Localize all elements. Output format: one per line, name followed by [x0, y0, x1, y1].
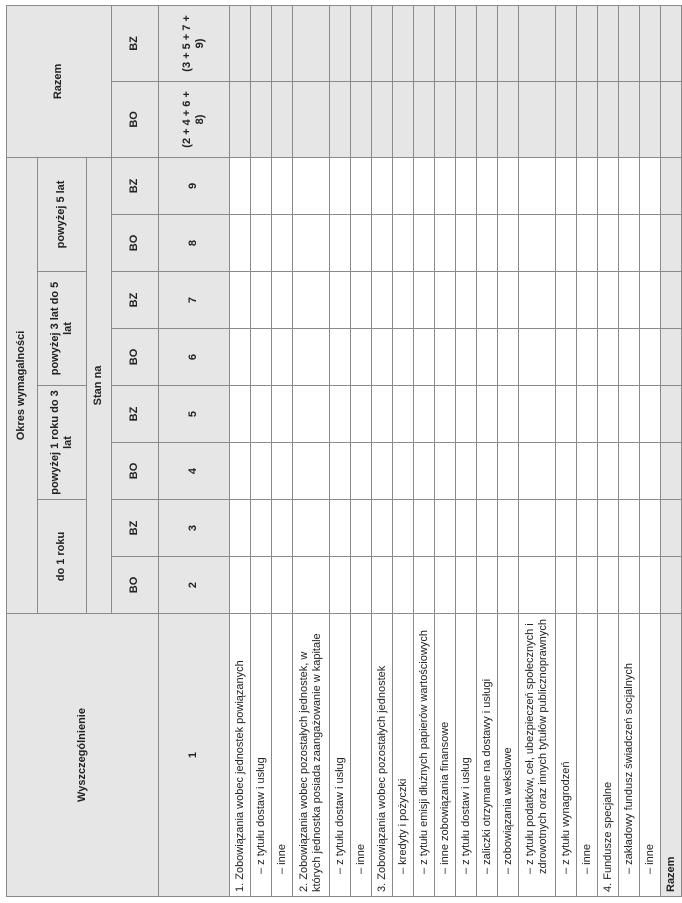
value-cell: [456, 329, 477, 386]
value-cell: [393, 557, 414, 614]
row-label: – z tytułu dostaw i usług: [251, 614, 272, 897]
value-cell: [577, 500, 598, 557]
value-cell: [556, 386, 577, 443]
value-cell: [640, 215, 661, 272]
value-cell: [577, 272, 598, 329]
value-cell: [477, 443, 498, 500]
row-label: – inne: [351, 614, 372, 897]
value-cell: [251, 215, 272, 272]
row-label: – z tytułu podatków, ceł, ubezpieczeń społecznych i zdrowotnych oraz innych tytułów publicznoprawnych: [519, 614, 556, 897]
value-cell: [498, 557, 519, 614]
value-cell: [272, 272, 293, 329]
value-cell: [598, 5, 619, 81]
value-cell: [272, 557, 293, 614]
header-bz: BZ: [112, 272, 159, 329]
value-cell: [661, 329, 682, 386]
header-razem-bo: BO: [112, 81, 159, 157]
value-cell: [272, 81, 293, 157]
value-cell: [351, 5, 372, 81]
value-cell: [251, 329, 272, 386]
value-cell: [619, 386, 640, 443]
value-cell: [414, 157, 435, 214]
value-cell: [414, 215, 435, 272]
value-cell: [556, 5, 577, 81]
header-razem-bz: BZ: [112, 5, 159, 81]
value-cell: [414, 5, 435, 81]
table-body: [230, 5, 682, 896]
value-cell: [498, 386, 519, 443]
row-label: Razem: [661, 614, 682, 897]
value-cell: [293, 272, 330, 329]
value-cell: [556, 81, 577, 157]
value-cell: [577, 5, 598, 81]
value-cell: [598, 500, 619, 557]
header-powyzej-3-do-5: powyżej 3 lat do 5 lat: [38, 272, 87, 386]
value-cell: [577, 443, 598, 500]
row-label: – z tytułu dostaw i usług: [330, 614, 351, 897]
value-cell: [230, 443, 251, 500]
value-cell: [435, 157, 456, 214]
row-label: – kredyty i pożyczki: [393, 614, 414, 897]
value-cell: [556, 443, 577, 500]
value-cell: [351, 272, 372, 329]
value-cell: [293, 557, 330, 614]
razem-bo-formula: (2 + 4 + 6 + 8): [159, 81, 230, 157]
value-cell: [477, 272, 498, 329]
value-cell: [393, 386, 414, 443]
value-cell: [351, 81, 372, 157]
row-label: – zobowiązania wekslowe: [498, 614, 519, 897]
header-razem: Razem: [7, 5, 112, 157]
table-row: [272, 5, 293, 896]
value-cell: [393, 443, 414, 500]
value-cell: [435, 557, 456, 614]
value-cell: [393, 5, 414, 81]
value-cell: [351, 557, 372, 614]
value-cell: [598, 443, 619, 500]
table-row: [372, 5, 393, 896]
value-cell: [330, 81, 351, 157]
value-cell: [456, 500, 477, 557]
header-bz: BZ: [112, 500, 159, 557]
value-cell: [556, 272, 577, 329]
value-cell: [330, 329, 351, 386]
value-cell: [477, 81, 498, 157]
value-cell: [577, 215, 598, 272]
value-cell: [519, 215, 556, 272]
value-cell: [393, 157, 414, 214]
column-number: 7: [159, 272, 230, 329]
value-cell: [230, 557, 251, 614]
value-cell: [477, 5, 498, 81]
value-cell: [640, 157, 661, 214]
column-number: 4: [159, 443, 230, 500]
table-row: [435, 5, 456, 896]
value-cell: [251, 272, 272, 329]
table-row: [556, 5, 577, 896]
table-row: [619, 5, 640, 896]
value-cell: [456, 443, 477, 500]
value-cell: [640, 443, 661, 500]
value-cell: [498, 157, 519, 214]
table-row: [498, 5, 519, 896]
row-label: 4. Fundusze specjalne: [598, 614, 619, 897]
value-cell: [330, 157, 351, 214]
table-row: [251, 5, 272, 896]
column-number: 8: [159, 215, 230, 272]
header-bo: BO: [112, 557, 159, 614]
value-cell: [393, 272, 414, 329]
value-cell: [598, 157, 619, 214]
value-cell: [519, 5, 556, 81]
value-cell: [372, 443, 393, 500]
value-cell: [619, 81, 640, 157]
header-stan-na: Stan na: [87, 157, 112, 613]
value-cell: [640, 81, 661, 157]
value-cell: [619, 215, 640, 272]
value-cell: [498, 81, 519, 157]
value-cell: [293, 215, 330, 272]
value-cell: [351, 215, 372, 272]
value-cell: [519, 500, 556, 557]
value-cell: [272, 5, 293, 81]
value-cell: [372, 500, 393, 557]
value-cell: [230, 5, 251, 81]
value-cell: [640, 329, 661, 386]
value-cell: [435, 81, 456, 157]
column-number: 1: [159, 614, 230, 897]
header-powyzej-5: powyżej 5 lat: [38, 157, 87, 271]
value-cell: [230, 81, 251, 157]
table-row: [477, 5, 498, 896]
value-cell: [661, 272, 682, 329]
value-cell: [619, 157, 640, 214]
value-cell: [414, 272, 435, 329]
value-cell: [619, 329, 640, 386]
value-cell: [519, 157, 556, 214]
value-cell: [230, 329, 251, 386]
value-cell: [661, 5, 682, 81]
value-cell: [519, 272, 556, 329]
row-label: 3. Zobowiązania wobec pozostałych jednostek: [372, 614, 393, 897]
value-cell: [477, 157, 498, 214]
value-cell: [414, 557, 435, 614]
value-cell: [435, 215, 456, 272]
value-cell: [230, 157, 251, 214]
value-cell: [351, 443, 372, 500]
value-cell: [230, 272, 251, 329]
value-cell: [393, 81, 414, 157]
table-row: [230, 5, 251, 896]
value-cell: [577, 329, 598, 386]
value-cell: [251, 157, 272, 214]
row-label: – inne zobowiązania finansowe: [435, 614, 456, 897]
header-do-1-roku: do 1 roku: [38, 500, 87, 614]
value-cell: [251, 5, 272, 81]
value-cell: [330, 272, 351, 329]
value-cell: [661, 386, 682, 443]
value-cell: [661, 443, 682, 500]
value-cell: [330, 215, 351, 272]
table-row: [598, 5, 619, 896]
value-cell: [414, 386, 435, 443]
table-row: [456, 5, 477, 896]
value-cell: [272, 386, 293, 443]
value-cell: [498, 329, 519, 386]
header-wyszczegolnienie: Wyszczególnienie: [7, 614, 159, 897]
value-cell: [414, 81, 435, 157]
value-cell: [372, 386, 393, 443]
value-cell: [230, 386, 251, 443]
value-cell: [230, 215, 251, 272]
value-cell: [293, 5, 330, 81]
row-label: – z tytułu dostaw i usług: [456, 614, 477, 897]
value-cell: [293, 443, 330, 500]
header-okres-wymagalnosci: Okres wymagalności: [7, 157, 38, 613]
value-cell: [519, 329, 556, 386]
value-cell: [598, 329, 619, 386]
value-cell: [251, 557, 272, 614]
value-cell: [251, 500, 272, 557]
value-cell: [577, 386, 598, 443]
table-row: [351, 5, 372, 896]
value-cell: [619, 557, 640, 614]
value-cell: [519, 443, 556, 500]
column-number: 2: [159, 557, 230, 614]
value-cell: [293, 157, 330, 214]
row-label: – inne: [272, 614, 293, 897]
value-cell: [619, 5, 640, 81]
value-cell: [435, 5, 456, 81]
value-cell: [351, 157, 372, 214]
value-cell: [351, 329, 372, 386]
value-cell: [293, 500, 330, 557]
row-label: – z tytułu wynagrodzeń: [556, 614, 577, 897]
value-cell: [456, 557, 477, 614]
table-row: [293, 5, 330, 896]
value-cell: [640, 386, 661, 443]
value-cell: [414, 329, 435, 386]
value-cell: [293, 329, 330, 386]
value-cell: [619, 443, 640, 500]
value-cell: [661, 157, 682, 214]
value-cell: [577, 557, 598, 614]
value-cell: [435, 443, 456, 500]
value-cell: [330, 443, 351, 500]
value-cell: [556, 215, 577, 272]
value-cell: [498, 272, 519, 329]
value-cell: [661, 500, 682, 557]
value-cell: [456, 157, 477, 214]
total-row: [661, 5, 682, 896]
value-cell: [435, 272, 456, 329]
header-bz: BZ: [112, 386, 159, 443]
value-cell: [372, 272, 393, 329]
row-label: 1. Zobowiązania wobec jednostek powiązanych: [230, 614, 251, 897]
table-row: [393, 5, 414, 896]
value-cell: [498, 215, 519, 272]
value-cell: [477, 386, 498, 443]
liabilities-table: [6, 5, 682, 897]
value-cell: [598, 557, 619, 614]
value-cell: [577, 81, 598, 157]
table-row: [414, 5, 435, 896]
value-cell: [640, 5, 661, 81]
value-cell: [372, 557, 393, 614]
value-cell: [414, 500, 435, 557]
value-cell: [640, 557, 661, 614]
value-cell: [330, 500, 351, 557]
value-cell: [272, 329, 293, 386]
value-cell: [372, 329, 393, 386]
value-cell: [456, 81, 477, 157]
value-cell: [330, 386, 351, 443]
value-cell: [519, 81, 556, 157]
column-number: 6: [159, 329, 230, 386]
value-cell: [598, 215, 619, 272]
row-label: – z tytułu emisji dłużnych papierów wartościowych: [414, 614, 435, 897]
value-cell: [372, 81, 393, 157]
value-cell: [661, 81, 682, 157]
row-label: – zakładowy fundusz świadczeń socjalnych: [619, 614, 640, 897]
value-cell: [293, 81, 330, 157]
header-bo: BO: [112, 215, 159, 272]
value-cell: [556, 500, 577, 557]
value-cell: [640, 500, 661, 557]
value-cell: [456, 272, 477, 329]
value-cell: [556, 329, 577, 386]
value-cell: [435, 500, 456, 557]
value-cell: [393, 329, 414, 386]
value-cell: [435, 386, 456, 443]
value-cell: [393, 215, 414, 272]
value-cell: [661, 557, 682, 614]
value-cell: [598, 81, 619, 157]
value-cell: [519, 386, 556, 443]
table-row: [577, 5, 598, 896]
value-cell: [456, 5, 477, 81]
table-row: [640, 5, 661, 896]
value-cell: [477, 215, 498, 272]
value-cell: [498, 5, 519, 81]
value-cell: [372, 157, 393, 214]
value-cell: [556, 157, 577, 214]
value-cell: [435, 329, 456, 386]
value-cell: [619, 272, 640, 329]
value-cell: [351, 500, 372, 557]
value-cell: [619, 500, 640, 557]
value-cell: [477, 329, 498, 386]
value-cell: [330, 5, 351, 81]
value-cell: [251, 443, 272, 500]
value-cell: [598, 386, 619, 443]
value-cell: [661, 215, 682, 272]
value-cell: [456, 386, 477, 443]
table-row: [330, 5, 351, 896]
value-cell: [293, 386, 330, 443]
column-number: 9: [159, 157, 230, 214]
value-cell: [351, 386, 372, 443]
value-cell: [272, 157, 293, 214]
header-bz: BZ: [112, 157, 159, 214]
value-cell: [456, 215, 477, 272]
value-cell: [498, 443, 519, 500]
row-label: – zaliczki otrzymane na dostawy i usługi: [477, 614, 498, 897]
value-cell: [477, 500, 498, 557]
value-cell: [372, 215, 393, 272]
row-label: 2. Zobowiązania wobec pozostałych jednostek, w których jednostka posiada zaangażowanie w kapitale: [293, 614, 330, 897]
column-number: 3: [159, 500, 230, 557]
column-number: 5: [159, 386, 230, 443]
table-row: [519, 5, 556, 896]
value-cell: [519, 557, 556, 614]
value-cell: [598, 272, 619, 329]
value-cell: [414, 443, 435, 500]
row-label: – inne: [577, 614, 598, 897]
value-cell: [272, 443, 293, 500]
value-cell: [556, 557, 577, 614]
value-cell: [393, 500, 414, 557]
value-cell: [330, 557, 351, 614]
value-cell: [272, 215, 293, 272]
value-cell: [498, 500, 519, 557]
row-label: – inne: [640, 614, 661, 897]
header-bo: BO: [112, 329, 159, 386]
value-cell: [251, 386, 272, 443]
value-cell: [272, 500, 293, 557]
value-cell: [577, 157, 598, 214]
value-cell: [477, 557, 498, 614]
razem-bz-formula: (3 + 5 + 7 + 9): [159, 5, 230, 81]
value-cell: [640, 272, 661, 329]
value-cell: [372, 5, 393, 81]
header-bo: BO: [112, 443, 159, 500]
header-powyzej-1-do-3: powyżej 1 roku do 3 lat: [38, 386, 87, 500]
value-cell: [230, 500, 251, 557]
value-cell: [251, 81, 272, 157]
